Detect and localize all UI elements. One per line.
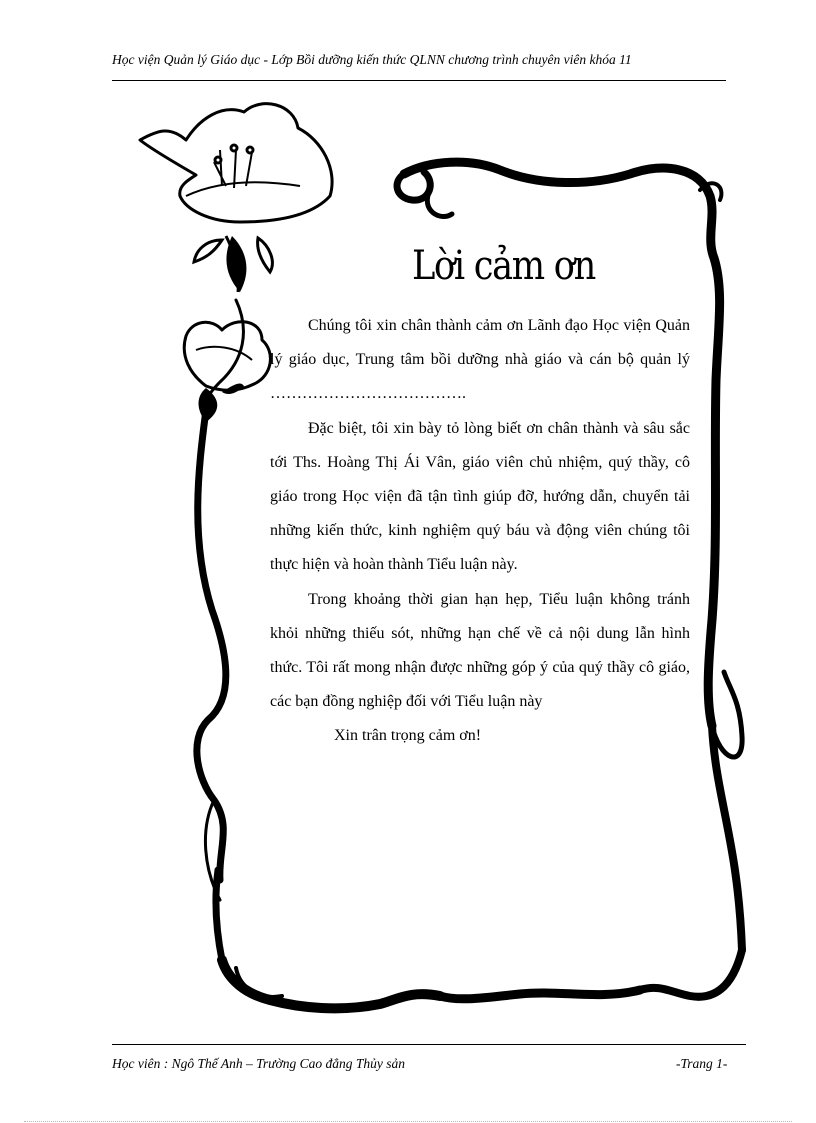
leaf	[199, 388, 218, 422]
letter-title: Lời cảm ơn	[412, 243, 595, 289]
paragraph: Chúng tôi xin chân thành cảm ơn Lãnh đạo Học viện Quản lý giáo dục, Trung tâm bồi dưỡng nhà giáo và cán bộ quản lý ……………………………….	[270, 317, 690, 403]
paragraph: Đặc biệt, tôi xin bày tỏ lòng biết ơn chân thành và sâu sắc tới Ths. Hoàng Thị Ái Vân, giáo viên chủ nhiệm, quý thầy, cô giáo trong Học viện đã tận tình giúp đỡ, hướng dẫn, chuyển tải những kiến thức, kinh nghiệm quý báu và động viên chúng tôi thực hiện và hoàn thành Tiểu luận này.	[270, 419, 690, 574]
footer-rule	[112, 1044, 746, 1045]
leaf	[226, 236, 246, 292]
footer-author: Học viên : Ngô Thế Anh – Trường Cao đẳng Thủy sản	[112, 1056, 405, 1071]
leaf	[194, 240, 222, 262]
letter-body	[270, 309, 690, 754]
letter-closing: Xin trân trọng cảm ơn!	[334, 727, 482, 745]
page-edge-dots	[24, 1121, 792, 1122]
page-header: Học viện Quản lý Giáo dục - Lớp Bồi dưỡng kiến thức QLNN chương trình chuyên viên khóa 11	[112, 52, 632, 67]
leaf	[258, 238, 273, 272]
flower-lower	[184, 322, 270, 391]
page-number: -Trang 1-	[676, 1056, 728, 1071]
paragraph: Trong khoảng thời gian hạn hẹp, Tiểu luận không tránh khỏi những thiếu sót, những hạn chế về cả nội dung lẫn hình thức. Tôi rất mong nhận được những góp ý của quý thầy cô giáo, các bạn đồng nghiệp đối với Tiểu luận này	[270, 590, 690, 711]
